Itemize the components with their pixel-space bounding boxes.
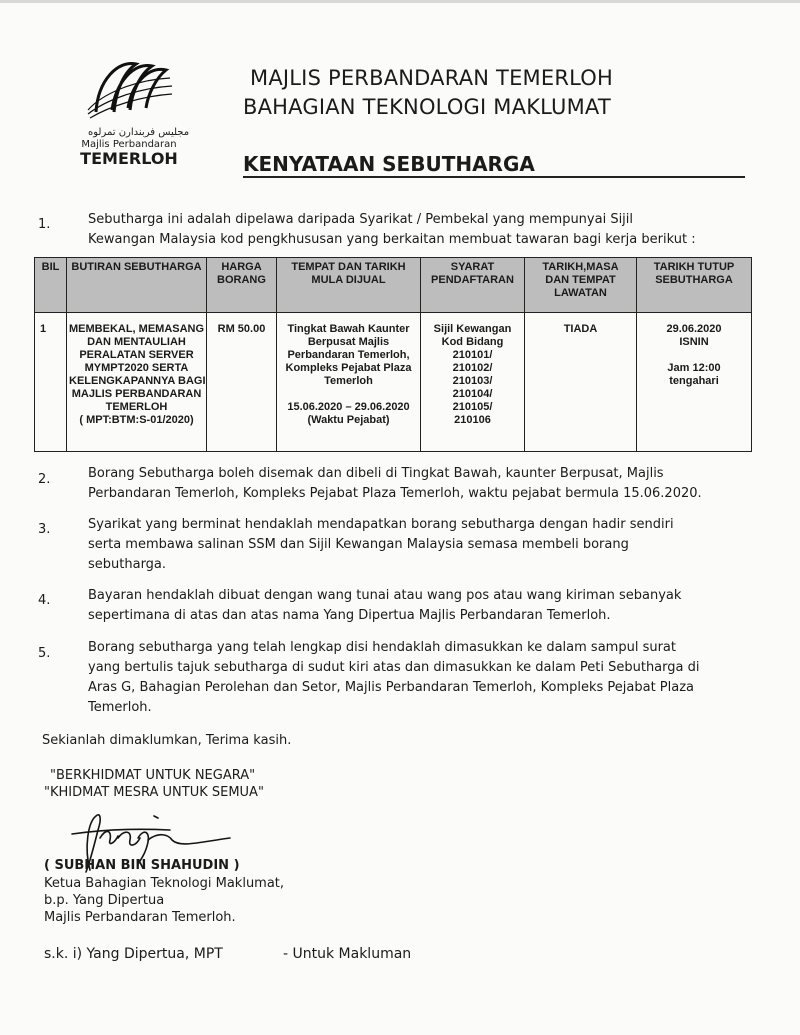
signatory-behalf: b.p. Yang Dipertua xyxy=(44,893,165,908)
header-harga: HARGA BORANG xyxy=(207,258,277,313)
title-divider xyxy=(243,176,745,178)
signatory-name: ( SUBHAN BIN SHAHUDIN ) xyxy=(44,858,240,873)
cc-note: - Untuk Makluman xyxy=(283,946,412,962)
item-text xyxy=(88,464,768,504)
item-line: Aras G, Bahagian Perolehan dan Setor, Majlis Perbandaran Temerloh, Kompleks Pejabat Plaza xyxy=(88,680,695,695)
tender-table xyxy=(34,257,752,452)
item-text xyxy=(88,515,768,575)
header-syarat: SYARAT PENDAFTARAN xyxy=(421,258,525,313)
item-line: Syarikat yang berminat hendaklah mendapatkan borang sebutharga dengan hadir sendiri xyxy=(88,517,674,532)
motto-line: "KHIDMAT MESRA UNTUK SEMUA" xyxy=(44,785,264,800)
item-line: Temerloh. xyxy=(88,700,152,715)
logo-name: TEMERLOH xyxy=(80,149,178,168)
item-number: 1. xyxy=(38,217,51,232)
mpt-logo-icon xyxy=(78,50,178,126)
item-text xyxy=(88,210,768,250)
logo-subtitle: Majlis Perbandaran xyxy=(81,139,177,150)
item-line: Borang sebutharga yang telah lengkap disi hendaklah dimasukkan ke dalam sampul surat xyxy=(88,640,676,655)
cell-harga: RM 50.00 xyxy=(207,313,277,452)
org-name: MAJLIS PERBANDARAN TEMERLOH xyxy=(250,66,613,90)
item-line: sebutharga. xyxy=(88,557,167,572)
item-line: Perbandaran Temerloh, Kompleks Pejabat Plaza Temerloh, waktu pejabat bermula 15.06.2020. xyxy=(88,486,702,501)
item-text xyxy=(88,638,768,718)
header-tutup: TARIKH TUTUP SEBUTHARGA xyxy=(637,258,752,313)
cell-bil: 1 xyxy=(35,313,67,452)
signatory-org: Majlis Perbandaran Temerloh. xyxy=(44,910,236,925)
item-number: 2. xyxy=(38,472,51,487)
signatory-title: Ketua Bahagian Teknologi Maklumat, xyxy=(44,876,285,891)
page-title: KENYATAAN SEBUTHARGA xyxy=(243,152,535,176)
department-name: BAHAGIAN TEKNOLOGI MAKLUMAT xyxy=(243,95,611,119)
cell-tempat: Tingkat Bawah Kaunter Berpusat Majlis Perbandaran Temerloh, Kompleks Pejabat Plaza Temerloh 15.06.2020 – 29.06.2020 (Waktu Pejabat) xyxy=(277,313,421,452)
cell-syarat: Sijil Kewangan Kod Bidang 210101/ 210102/ 210103/ 210104/ 210105/ 210106 xyxy=(421,313,525,452)
item-line: Bayaran hendaklah dibuat dengan wang tunai atau wang pos atau wang kiriman sebanyak xyxy=(88,588,682,603)
cell-butiran: MEMBEKAL, MEMASANG DAN MENTAULIAH PERALATAN SERVER MYMPT2020 SERTA KELENGKAPANNYA BAGI MAJLIS PERBANDARAN TEMERLOH ( MPT:BTM:S-01/2020) xyxy=(67,313,207,452)
cell-tutup: 29.06.2020 ISNIN Jam 12:00 tengahari xyxy=(637,313,752,452)
logo-arabic-text: مجليس فربندارن تمرلوه xyxy=(88,127,190,138)
item-line: Sebutharga ini adalah dipelawa daripada Syarikat / Pembekal yang mempunyai Sijil xyxy=(88,212,634,227)
closing-text: Sekianlah dimaklumkan, Terima kasih. xyxy=(42,733,292,748)
header-lawatan: TARIKH,MASA DAN TEMPAT LAWATAN xyxy=(525,258,637,313)
table-row xyxy=(35,313,752,452)
header-bil: BIL xyxy=(35,258,67,313)
item-line: yang bertulis tajuk sebutharga di sudut kiri atas dan dimasukkan ke dalam Peti Sebutharga di xyxy=(88,660,700,675)
scan-edge xyxy=(0,0,800,3)
header-tempat: TEMPAT DAN TARIKH MULA DIJUAL xyxy=(277,258,421,313)
table-header-row xyxy=(35,258,752,313)
header-butiran: BUTIRAN SEBUTHARGA xyxy=(67,258,207,313)
item-text xyxy=(88,586,768,626)
item-number: 5. xyxy=(38,646,51,661)
item-line: sepertimana di atas dan atas nama Yang Dipertua Majlis Perbandaran Temerloh. xyxy=(88,608,611,623)
item-line: serta membawa salinan SSM dan Sijil Kewangan Malaysia semasa membeli borang xyxy=(88,537,629,552)
cell-lawatan: TIADA xyxy=(525,313,637,452)
cc-recipient: s.k. i) Yang Dipertua, MPT xyxy=(44,946,223,962)
item-line: Borang Sebutharga boleh disemak dan dibeli di Tingkat Bawah, kaunter Berpusat, Majlis xyxy=(88,466,664,481)
item-number: 3. xyxy=(38,522,51,537)
motto-line: "BERKHIDMAT UNTUK NEGARA" xyxy=(50,768,256,783)
item-line: Kewangan Malaysia kod pengkhususan yang berkaitan membuat tawaran bagi kerja berikut : xyxy=(88,232,696,247)
item-number: 4. xyxy=(38,593,51,608)
